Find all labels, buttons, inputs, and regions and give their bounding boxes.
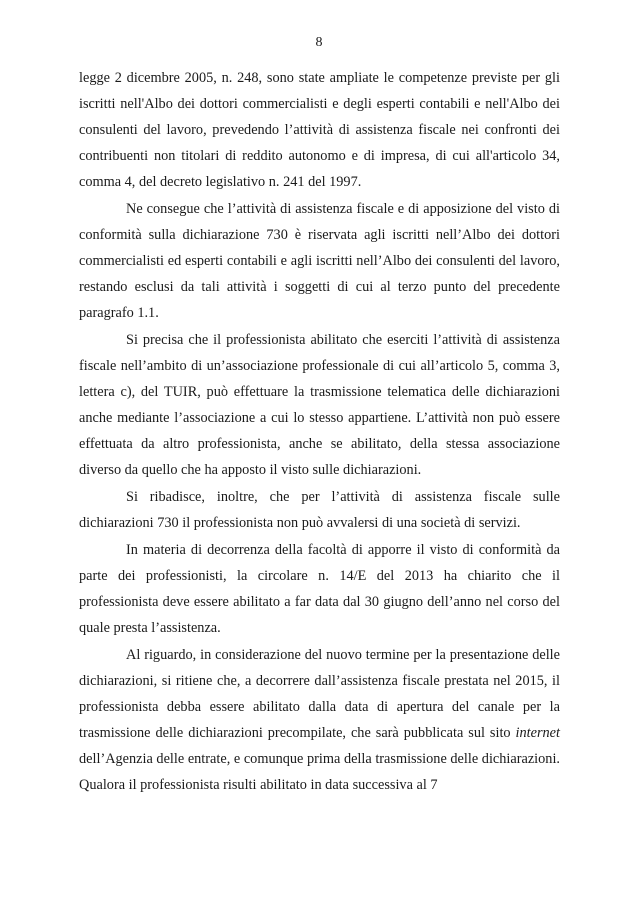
paragraph-new-deadline: [79, 642, 560, 798]
paragraph-new-deadline-part-2: dell’Agenzia delle entrate, e comunque prima della trasmissione delle dichiarazioni. Qualora il professionista risulti abilitato in data successiva al 7: [79, 751, 560, 793]
paragraph-effective-date: In materia di decorrenza della facoltà di apporre il visto di conformità da parte dei professionisti, la circolare n. 14/E del 2013 ha chiarito che il professionista deve essere abilitato a far data dal 30 giugno dell’anno nel corso del quale presta l’assistenza.: [79, 542, 560, 636]
paragraph-new-deadline-part-1: Al riguardo, in considerazione del nuovo termine per la presentazione delle dichiarazioni, si ritiene che, a decorrere dall’assistenza fiscale prestata nel 2015, il professionista debba essere abilitato dalla data di apertura del canale per la trasmissione delle dichiarazioni precompilate, che sarà pubblicata sul sito: [79, 647, 560, 741]
paragraph-services-company: Si ribadisce, inoltre, che per l’attività di assistenza fiscale sulle dichiarazioni 730 il professionista non può avvalersi di una società di servizi.: [79, 489, 560, 531]
body-text: [79, 65, 560, 798]
paragraph-continuation: legge 2 dicembre 2005, n. 248, sono state ampliate le competenze previste per gli iscritti nell'Albo dei dottori commercialisti e degli esperti contabili e nell'Albo dei consulenti del lavoro, prevedendo l’attività di assistenza fiscale nei confronti dei contribuenti non titolari di reddito autonomo e di impresa, di cui all'articolo 34, comma 4, del decreto legislativo n. 241 del 1997.: [79, 70, 560, 190]
paragraph-consequence: Ne consegue che l’attività di assistenza fiscale e di apposizione del visto di conformità sulla dichiarazione 730 è riservata agli iscritti nell’Albo dei dottori commercialisti ed esperti contabili e agli iscritti nell’Albo dei consulenti del lavoro, restando esclusi da tali attività i soggetti di cui al terzo punto del precedente paragrafo 1.1.: [79, 201, 560, 321]
page-number: 8: [315, 35, 323, 50]
paragraph-association: Si precisa che il professionista abilitato che eserciti l’attività di assistenza fiscale nell’ambito di un’associazione professionale di cui all’articolo 5, comma 3, lettera c), del TUIR, può effettuare la trasmissione telematica delle dichiarazioni anche mediante l’associazione a cui lo stesso appartiene. L’attività non può essere effettuata da altro professionista, anche se abilitato, della stessa associazione diverso da quello che ha apposto il visto sulle dichiarazioni.: [79, 332, 560, 478]
italic-term: internet: [515, 725, 560, 741]
